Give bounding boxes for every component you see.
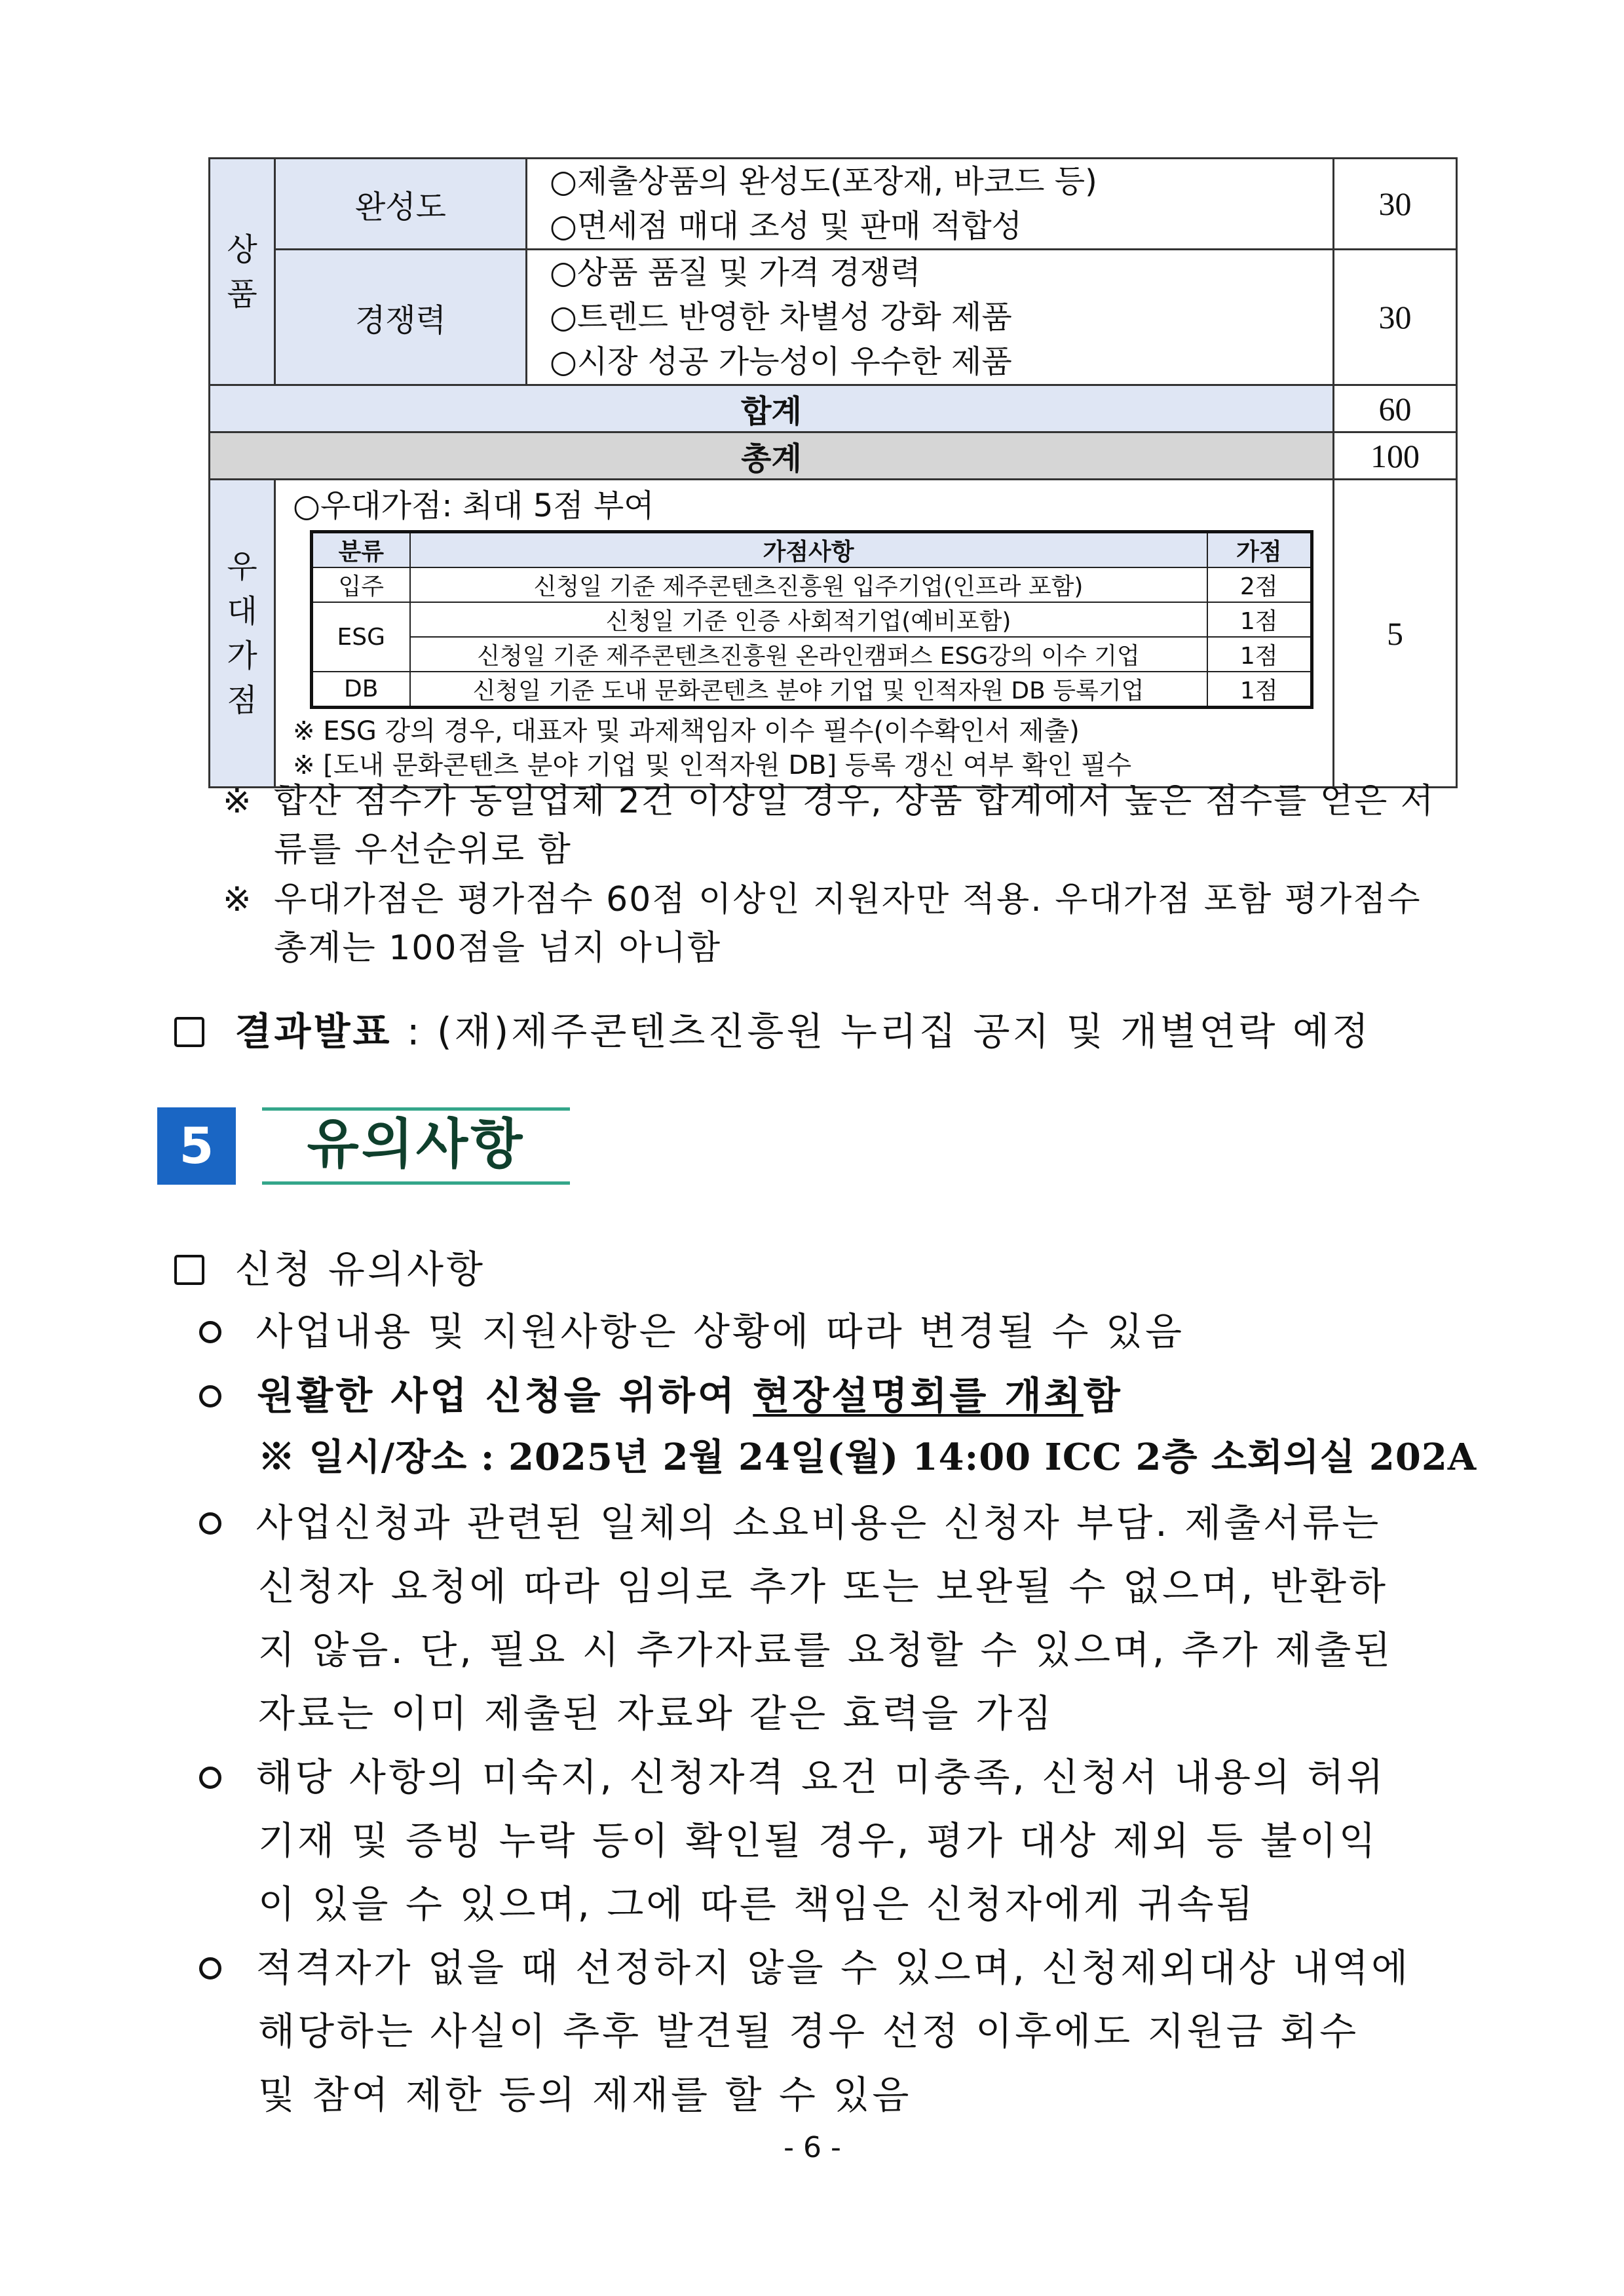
bonus-note: ※ [도내 문화콘텐츠 분야 기업 및 인적자원 DB] 등록 갱신 여부 확인 필수	[293, 750, 1132, 780]
caution-heading: 신청 유의사항	[174, 1238, 485, 1293]
section-number: 5	[157, 1107, 236, 1185]
subtotal-label: 합계	[210, 385, 1334, 432]
bonus-points: 1점	[1207, 672, 1312, 708]
criterion-completeness: 완성도	[275, 159, 527, 250]
total-label: 총계	[210, 432, 1334, 480]
bonus-type: ESG	[312, 602, 410, 672]
caution-item: 해당 사항의 미숙지, 신청자격 요건 미충족, 신청서 내용의 허위	[199, 1746, 1386, 1801]
category-bonus: 우 대 가 점	[210, 480, 275, 788]
bonus-item: 신청일 기준 제주콘텐츠진흥원 입주기업(인프라 포함)	[410, 567, 1207, 602]
criterion-competitiveness: 경쟁력	[275, 250, 527, 385]
circle-bullet-icon	[199, 1385, 221, 1407]
caution-item-line: 지 않음. 단, 필요 시 추가자료를 요청할 수 있으며, 추가 제출된	[258, 1628, 1393, 1672]
bonus-item: 신청일 기준 인증 사회적기업(예비포함)	[410, 602, 1207, 637]
criterion-competitiveness-details: ○상품 품질 및 가격 경쟁력 ○트렌드 반영한 차별성 강화 제품 ○시장 성공 가능성이 우수한 제품	[527, 250, 1334, 385]
circle-bullet-icon	[199, 1767, 221, 1789]
bonus-points: 1점	[1207, 637, 1312, 672]
caution-item: 사업신청과 관련된 일체의 소요비용은 신청자 부담. 제출서류는	[199, 1492, 1381, 1547]
category-product: 상 품	[210, 159, 275, 385]
bonus-details: ○우대가점: 최대 5점 부여 분류 가점사항 가점 입주 신청일 기준 제주콘텐츠진흥원 입주기업(인프라 포함) 2점 ESG 신청일 기준 인증 사회적기업(예비포함) 1점 신청일 기준 제주콘텐츠진흥원 온라인캠퍼스 ESG강의 이수 기업 1점 DB 신청일 기준 도내 문화콘텐츠 분야 기업 및 인적자원 DB 등록기업 1점 ※ ESG 강의 경우, 대표자 및 과제책임자 이수 필수(이수확인서 제출) ※ [도내 문화콘텐츠 분야 기업 및 인적자원 DB] 등록 갱신 여부 확인 필수	[275, 480, 1334, 788]
bonus-item: 신청일 기준 도내 문화콘텐츠 분야 기업 및 인적자원 DB 등록기업	[410, 672, 1207, 708]
bonus-points: 2점	[1207, 567, 1312, 602]
circle-bullet-icon	[199, 1512, 221, 1535]
col-type: 분류	[312, 532, 410, 568]
caution-item: 적격자가 없을 때 선정하지 않을 수 있으며, 신청제외대상 내역에	[199, 1937, 1410, 1992]
evaluation-table	[208, 157, 1458, 788]
caution-item-line: 해당하는 사실이 추후 발견될 경우 선정 이후에도 지원금 회수	[258, 2009, 1359, 2054]
subtotal-score: 60	[1334, 385, 1457, 432]
circle-bullet-icon	[199, 1321, 221, 1343]
caution-item-line: 신청자 요청에 따라 임의로 추가 또는 보완될 수 없으며, 반환하	[258, 1564, 1389, 1609]
checkbox-square-icon	[174, 1255, 204, 1285]
bonus-points: 1점	[1207, 602, 1312, 637]
caution-item-line: 이 있을 수 있으며, 그에 따른 책임은 신청자에게 귀속됨	[258, 1882, 1256, 1926]
caution-item: 사업내용 및 지원사항은 상황에 따라 변경될 수 있음	[199, 1301, 1184, 1356]
result-announcement: 결과발표 : (재)제주콘텐츠진흥원 누리집 공지 및 개별연락 예정	[174, 1001, 1371, 1056]
bonus-table	[310, 530, 1313, 709]
bonus-type: DB	[312, 672, 410, 708]
note-bonus-rule: ※ 우대가점은 평가점수 60점 이상인 지원자만 적용. 우대가점 포함 평가점수 총계는 100점을 넘지 아니함	[223, 880, 1422, 968]
checkbox-square-icon	[174, 1017, 204, 1047]
caution-item-briefing: 원활한 사업 신청을 위하여 현장설명회를 개최함	[199, 1365, 1123, 1420]
total-score: 100	[1334, 432, 1457, 480]
bonus-note: ※ ESG 강의 경우, 대표자 및 과제책임자 이수 필수(이수확인서 제출)	[293, 716, 1080, 746]
briefing-schedule: ※ 일시/장소 : 2025년 2월 24일(월) 14:00 ICC 2층 소회의실 202A	[258, 1436, 1477, 1479]
col-points: 가점	[1207, 532, 1312, 568]
score-competitiveness: 30	[1334, 250, 1457, 385]
section-title: 유의사항	[262, 1107, 570, 1185]
note-tie-break: ※ 합산 점수가 동일업체 2건 이상일 경우, 상품 합계에서 높은 점수를 얻은 서 류를 우선순위로 함	[223, 782, 1435, 870]
bonus-type: 입주	[312, 567, 410, 602]
caution-item-line: 기재 및 증빙 누락 등이 확인될 경우, 평가 대상 제외 등 불이익	[258, 1818, 1378, 1863]
bonus-score: 5	[1334, 480, 1457, 788]
page-number: - 6 -	[784, 2131, 841, 2164]
col-item: 가점사항	[410, 532, 1207, 568]
bonus-item: 신청일 기준 제주콘텐츠진흥원 온라인캠퍼스 ESG강의 이수 기업	[410, 637, 1207, 672]
caution-item-line: 자료는 이미 제출된 자료와 같은 효력을 가짐	[258, 1691, 1055, 1736]
criterion-completeness-details: ○제출상품의 완성도(포장재, 바코드 등) ○면세점 매대 조성 및 판매 적합성	[527, 159, 1334, 250]
caution-item-line: 및 참여 제한 등의 제재를 할 수 있음	[258, 2073, 912, 2117]
circle-bullet-icon	[199, 1957, 221, 1980]
score-completeness: 30	[1334, 159, 1457, 250]
